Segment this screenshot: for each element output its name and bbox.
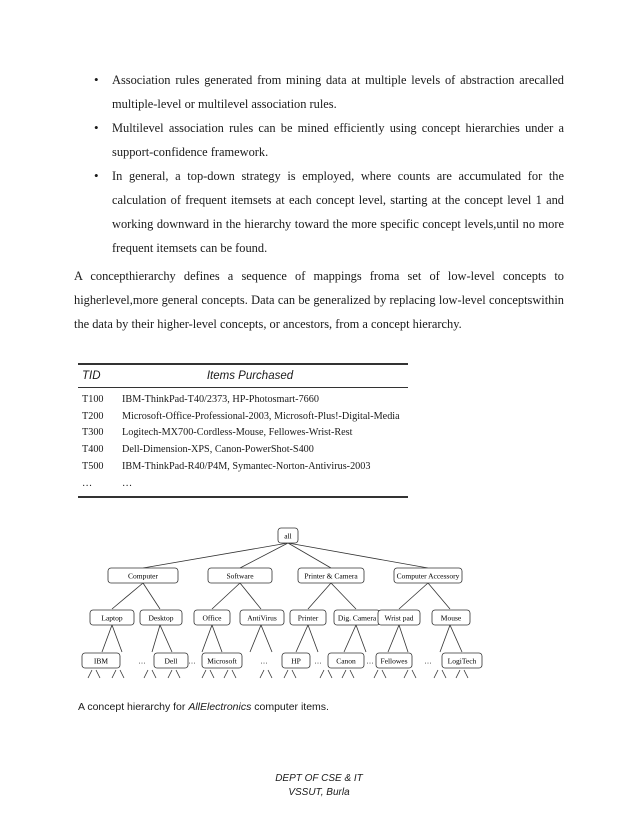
bullet-item: • In general, a top-down strategy is employed, where counts are accumulated for the calculation of frequent itemsets at each concept level, starting at the concept level 1 and working downward in the hierarchy toward the more specific concept levels,until no more frequent itemsets can be found. <box>94 164 564 260</box>
table-row <box>78 425 408 442</box>
edge <box>308 625 318 652</box>
ellipsis: … <box>424 656 432 666</box>
node-label: LogiTech <box>447 656 477 666</box>
tid-cell: T500 <box>82 461 104 473</box>
level2-node <box>194 610 230 625</box>
figure-caption <box>78 701 329 713</box>
root-label: all <box>284 531 292 541</box>
level3-node <box>154 653 188 668</box>
table-body <box>78 388 408 496</box>
tid-cell: T400 <box>82 444 104 456</box>
level3-node <box>442 653 482 668</box>
edge <box>102 625 112 652</box>
caption-prefix: A concept hierarchy for <box>78 701 189 713</box>
node-label: Office <box>202 613 222 623</box>
node-label: Mouse <box>440 613 462 623</box>
table-row <box>78 458 408 475</box>
ellipsis: … <box>138 656 146 666</box>
items-cell: Microsoft-Office-Professional-2003, Microsoft-Plus!-Digital-Media <box>122 410 400 422</box>
items-cell: IBM-ThinkPad-R40/P4M, Symantec-Norton-Antivirus-2003 <box>122 461 371 473</box>
edge <box>143 583 160 609</box>
tid-cell: T300 <box>82 427 104 439</box>
footer-institution: VSSUT, Burla <box>288 787 350 798</box>
leaf-fans <box>88 670 468 678</box>
edge <box>331 583 356 609</box>
node-label: Microsoft <box>207 656 237 666</box>
tid-cell: … <box>82 477 93 489</box>
ellipsis: … <box>260 656 268 666</box>
level2-node <box>140 610 182 625</box>
footer-dept: DEPT OF CSE & IT <box>275 773 363 784</box>
edge <box>450 625 462 652</box>
items-cell: … <box>122 477 133 489</box>
edge <box>399 625 408 652</box>
tid-cell: T100 <box>82 393 104 405</box>
node-label: Laptop <box>101 613 123 623</box>
level2-node <box>432 610 470 625</box>
edge <box>388 625 399 652</box>
node-label: Fellowes <box>380 656 408 666</box>
header-tid: TID <box>82 370 101 382</box>
node-label: Printer & Camera <box>304 571 358 581</box>
level2-node <box>290 610 326 625</box>
tid-cell: T200 <box>82 410 104 422</box>
edge <box>240 583 261 609</box>
bullet-item: • Multilevel association rules can be mined efficiently using concept hierarchies under a support-confidence framework. <box>94 116 564 164</box>
transactions-table <box>78 363 408 498</box>
table-header <box>78 365 408 388</box>
edge <box>112 625 122 652</box>
table-row <box>78 408 408 425</box>
concept-hierarchy-diagram <box>78 522 498 687</box>
level3-node <box>202 653 242 668</box>
node-label: Dell <box>164 656 178 666</box>
ellipsis: … <box>314 656 322 666</box>
ellipsis: … <box>188 656 196 666</box>
level3-node <box>376 653 412 668</box>
caption-emphasis: AllElectronics <box>188 701 252 713</box>
edge <box>428 583 450 609</box>
edge <box>212 625 222 652</box>
node-label: Computer <box>128 571 158 581</box>
table-row <box>78 441 408 458</box>
node-label: Computer Accessory <box>396 571 460 581</box>
edge <box>143 543 288 568</box>
edge <box>356 625 366 652</box>
ellipsis: … <box>366 656 374 666</box>
items-cell: Logitech-MX700-Cordless-Mouse, Fellowes-Wrist-Rest <box>122 427 353 439</box>
node-label: Canon <box>336 656 356 666</box>
level1-node <box>298 568 364 583</box>
header-items: Items Purchased <box>206 370 294 382</box>
items-cell: Dell-Dimension-XPS, Canon-PowerShot-S400 <box>122 444 314 456</box>
edge <box>261 625 272 652</box>
node-label: HP <box>291 656 301 666</box>
node-label: Wrist pad <box>384 613 414 623</box>
edge <box>112 583 143 609</box>
bullet-item: • Association rules generated from mining data at multiple levels of abstraction arecalled multiple-level or multilevel association rules. <box>94 68 564 116</box>
node-label: Printer <box>297 613 319 623</box>
level3-node <box>282 653 310 668</box>
edge <box>399 583 428 609</box>
caption-suffix: computer items. <box>251 701 329 713</box>
bullet-list <box>94 68 564 260</box>
table-row <box>78 391 408 408</box>
level2-node <box>378 610 420 625</box>
level3-node <box>328 653 364 668</box>
edge <box>344 625 356 652</box>
edge <box>212 583 240 609</box>
root-node <box>278 528 298 543</box>
level2-node <box>90 610 134 625</box>
edge <box>440 625 450 652</box>
edge <box>250 625 261 652</box>
level2-node <box>334 610 380 625</box>
table-row <box>78 475 408 492</box>
edge <box>160 625 172 652</box>
edge <box>296 625 308 652</box>
node-label: IBM <box>93 656 109 666</box>
concept-hierarchy-paragraph: A concepthierarchy defines a sequence of mappings froma set of low-level concepts to higherlevel,more general concepts. Data can be generalized by replacing low-level conceptswithin the data by their higher-level concepts, or ancestors, from a concept hierarchy. <box>74 269 564 331</box>
node-label: AntiVirus <box>247 613 277 623</box>
level1-node <box>108 568 178 583</box>
edge <box>152 625 160 652</box>
level1-node <box>394 568 462 583</box>
edge <box>202 625 212 652</box>
level2-node <box>240 610 284 625</box>
edge <box>308 583 331 609</box>
node-label: Software <box>226 571 254 581</box>
node-label: Desktop <box>148 613 174 623</box>
level3-node <box>82 653 120 668</box>
page-footer <box>0 772 638 800</box>
items-cell: IBM-ThinkPad-T40/2373, HP-Photosmart-7660 <box>122 393 319 405</box>
node-label: Dig. Camera <box>337 613 377 623</box>
level1-node <box>208 568 272 583</box>
